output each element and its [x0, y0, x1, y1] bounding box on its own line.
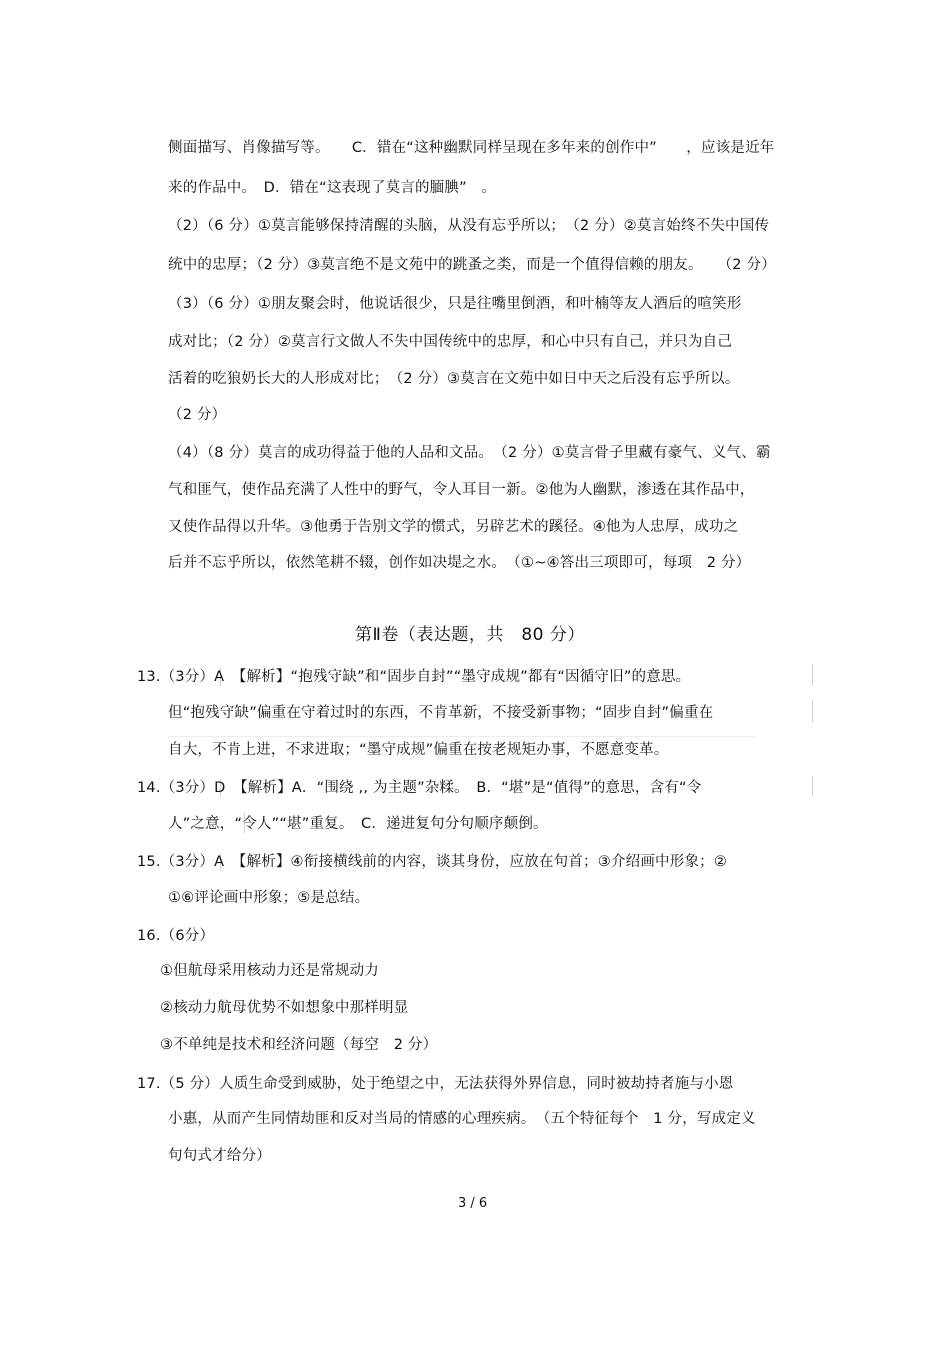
answer-16-item: ①但航母采用核动力还是常规动力	[160, 963, 379, 979]
answer-14-line: 14.（3分）D 【解析】A．“围绕 ,, 为主题”杂糅。 B．“堪”是“值得”的意思，含有“令	[137, 780, 702, 796]
answer-16-item: ③不单纯是技术和经济问题（每空 2 分）	[160, 1037, 438, 1053]
page-number: 3 / 6	[458, 1196, 488, 1211]
answer-13-line: 13.（3分）A 【解析】“抱残守缺”和“固步自封”“墨守成规”都有“因循守旧”的意思。	[137, 669, 691, 685]
text-line: 来的作品中。 D．错在“这表现了莫言的腼腆” 。	[168, 180, 497, 196]
scan-artifact	[812, 700, 813, 722]
answer-17-line: 17.（5 分）人质生命受到威胁，处于绝望之中，无法获得外界信息，同时被劫持者施与小恩	[137, 1076, 734, 1092]
scan-artifact	[812, 776, 813, 796]
text-line: 成对比；（2 分）②莫言行文做人不失中国传统中的忠厚，和心中只有自己，并只为自己	[168, 334, 733, 350]
text-line: 又使作品得以升华。③他勇于告别文学的惯式，另辟艺术的蹊径。④他为人忠厚，成功之	[168, 519, 739, 535]
answer-16-item: ②核动力航母优势不如想象中那样明显	[160, 1000, 409, 1016]
text-line: （2）（6 分）①莫言能够保持清醒的头脑，从没有忘乎所以； （2 分）②莫言始终不失中国传	[168, 218, 770, 234]
answer-15-line: 15.（3分）A 【解析】④衔接横线前的内容，谈其身份，应放在句首；③介绍画中形象；②	[137, 854, 728, 870]
answer-13-line: 但“抱残守缺”偏重在守着过时的东西，不肯革新，不接受新事物；“固步自封”偏重在	[168, 705, 714, 721]
text-line: （2 分）	[168, 407, 227, 423]
section-title: 第Ⅱ卷（表达题，共 80 分）	[355, 625, 585, 645]
text-line: 侧面描写、肖像描写等。 C．错在“这种幽默同样呈现在多年来的创作中” ，应该是近年	[168, 140, 775, 156]
scan-artifact	[812, 664, 813, 686]
text-line: （4）（8 分）莫言的成功得益于他的人品和文品。 （2 分）①莫言骨子里藏有豪气、义气、霸	[168, 445, 771, 461]
answer-13-line: 自大，不肯上进，不求进取；“墨守成规”偏重在按老规矩办事，不愿意变革。	[168, 742, 669, 758]
answer-15-line: ①⑥评论画中形象；⑤是总结。	[168, 890, 370, 906]
text-line: 气和匪气，使作品充满了人性中的野气，令人耳目一新。②他为人幽默，渗透在其作品中，	[168, 482, 755, 498]
answer-17-line: 句句式才给分）	[168, 1148, 271, 1164]
scan-artifact	[168, 736, 756, 737]
text-line: （3）（6 分）①朋友聚会时，他说话很少，只是往嘴里倒酒，和叶楠等友人酒后的喧笑形	[168, 296, 742, 312]
text-line: 后并不忘乎所以，依然笔耕不辍，创作如决堤之水。 （①~④答出三项即可，每项 2 分）	[168, 555, 751, 571]
text-line: 活着的吃狼奶长大的人形成对比； （2 分）③莫言在文苑中如日中天之后没有忘乎所以。	[168, 371, 740, 387]
text-line: 统中的忠厚；（2 分）③莫言绝不是文苑中的跳蚤之类，而是一个值得信赖的朋友。 （2 分）	[168, 257, 776, 273]
answer-14-line: 人”之意，“令人”“堪”重复。 C．递进复句分句顺序颠倒。	[168, 816, 548, 832]
answer-17-line: 小惠，从而产生同情劫匪和反对当局的情感的心理疾病。 （五个特征每个 1 分，写成定义	[168, 1111, 756, 1127]
answer-16-line: 16.（6分）	[137, 928, 215, 944]
